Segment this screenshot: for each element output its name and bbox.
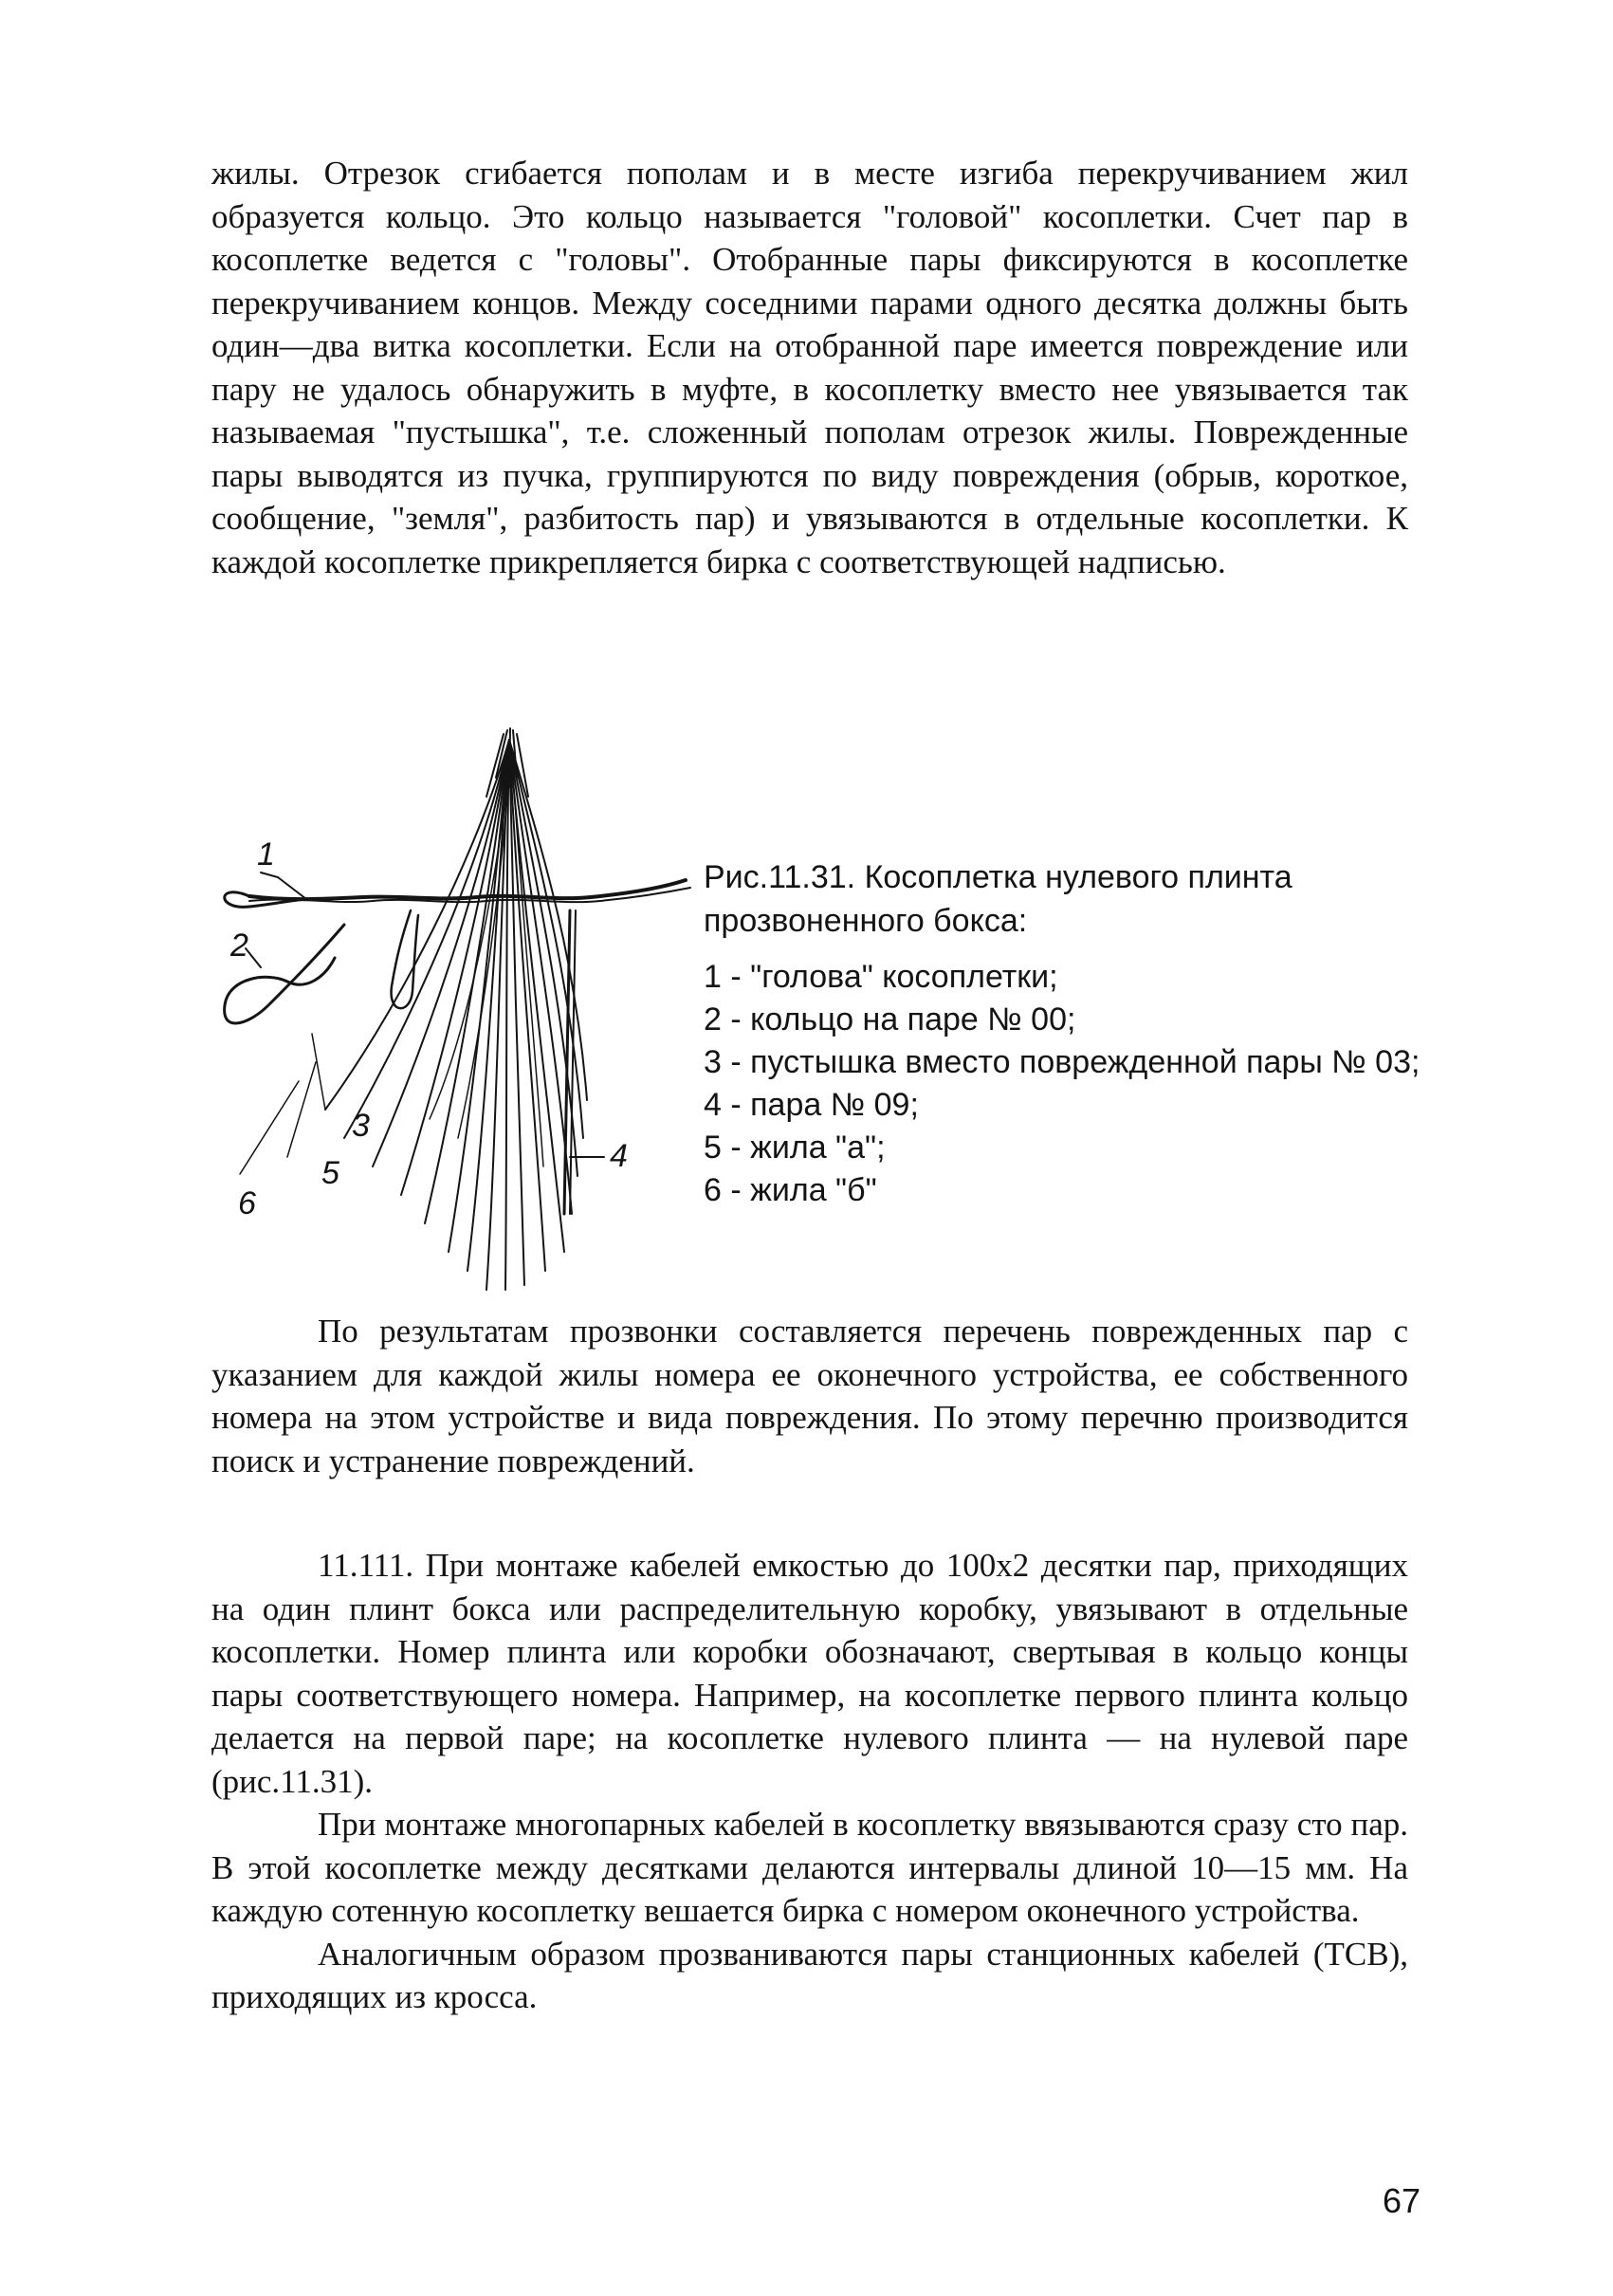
figure-label-6: 6	[238, 1185, 256, 1221]
figure-label-5: 5	[321, 1155, 339, 1191]
top-text-block	[211, 152, 1408, 583]
figure-label-3: 3	[352, 1108, 370, 1144]
figure-label-4: 4	[610, 1138, 628, 1174]
paragraph-continuation: жилы. Отрезок сгибается пополам и в месте изгиба перекручиванием жил образуется кольцо. Это кольцо называется "головой" косоплетки. Счет пар в косоплетке ведется с "головы". Отобранные пары фиксируются в косоплетке перекручиванием концов. Между соседними парами одного десятка должны быть один—два витка косоплетки. Если на отобранной паре имеется повреждение или пару не удалось обнаружить в муфте, в косоплетку вместо нее увязывается так называемая "пустышка", т.е. сложенный пополам отрезок жилы. Поврежденные пары выводятся из пучка, группируются по виду повреждения (обрыв, короткое, сообщение, "земля", разбитость пар) и увязываются в отдельные косоплетки. К каждой косоплетке прикрепляется бирка с соответствующей надписью.	[211, 155, 1408, 580]
paragraph-multipair: При монтаже многопарных кабелей в косоплетку ввязываются сразу сто пар. В этой косоплетке между десятками делаются интервалы длиной 10—15 мм. На каждую сотенную косоплетку вешается бирка с номером оконечного устройства.	[211, 1806, 1408, 1929]
legend-item: 3 - пустышка вместо поврежденной пары № 03;	[704, 1044, 1421, 1080]
figure-label-2: 2	[230, 928, 248, 964]
legend-item: 2 - кольцо на паре № 00;	[704, 1001, 1076, 1038]
legend-item: 5 - жила "а";	[704, 1130, 886, 1166]
braid-figure	[211, 721, 705, 1309]
middle-text-block	[211, 1310, 1408, 1482]
legend-item: 1 - "голова" косоплетки;	[704, 959, 1058, 995]
caption-legend	[704, 956, 1424, 1212]
figure-caption	[704, 855, 1424, 1212]
paragraph-11-111: 11.111. При монтаже кабелей емкостью до 100х2 десятки пар, приходящих на один плинт бокса или распределительную коробку, увязывают в отдельные косоплетки. Номер плинта или коробки обозначают, свертывая в кольцо концы пары соответствующего номера. Например, на косоплетке первого плинта кольцо делается на первой паре; на косоплетке нулевого плинта — на нулевой паре (рис.11.31).	[211, 1547, 1408, 1800]
legend-item: 6 - жила "б"	[704, 1172, 877, 1208]
page-number: 67	[1383, 2181, 1421, 2220]
caption-title: Рис.11.31. Косоплетка нулевого плинта прозвоненного бокса:	[704, 859, 1292, 939]
bottom-text-block	[211, 1544, 1408, 2019]
paragraph-station-cables: Аналогичным образом прозваниваются пары станционных кабелей (ТСВ), приходящих из кросса.	[211, 1935, 1408, 2015]
legend-item: 4 - пара № 09;	[704, 1087, 919, 1123]
figure-label-1: 1	[257, 836, 275, 872]
braid-drawing	[225, 728, 690, 1290]
paragraph-results: По результатам прозвонки составляется перечень поврежденных пар с указанием для каждой жилы номера ее оконечного устройства, ее собственного номера на этом устройстве и вида повреждения. По этому перечню производится поиск и устранение повреждений.	[211, 1313, 1408, 1479]
